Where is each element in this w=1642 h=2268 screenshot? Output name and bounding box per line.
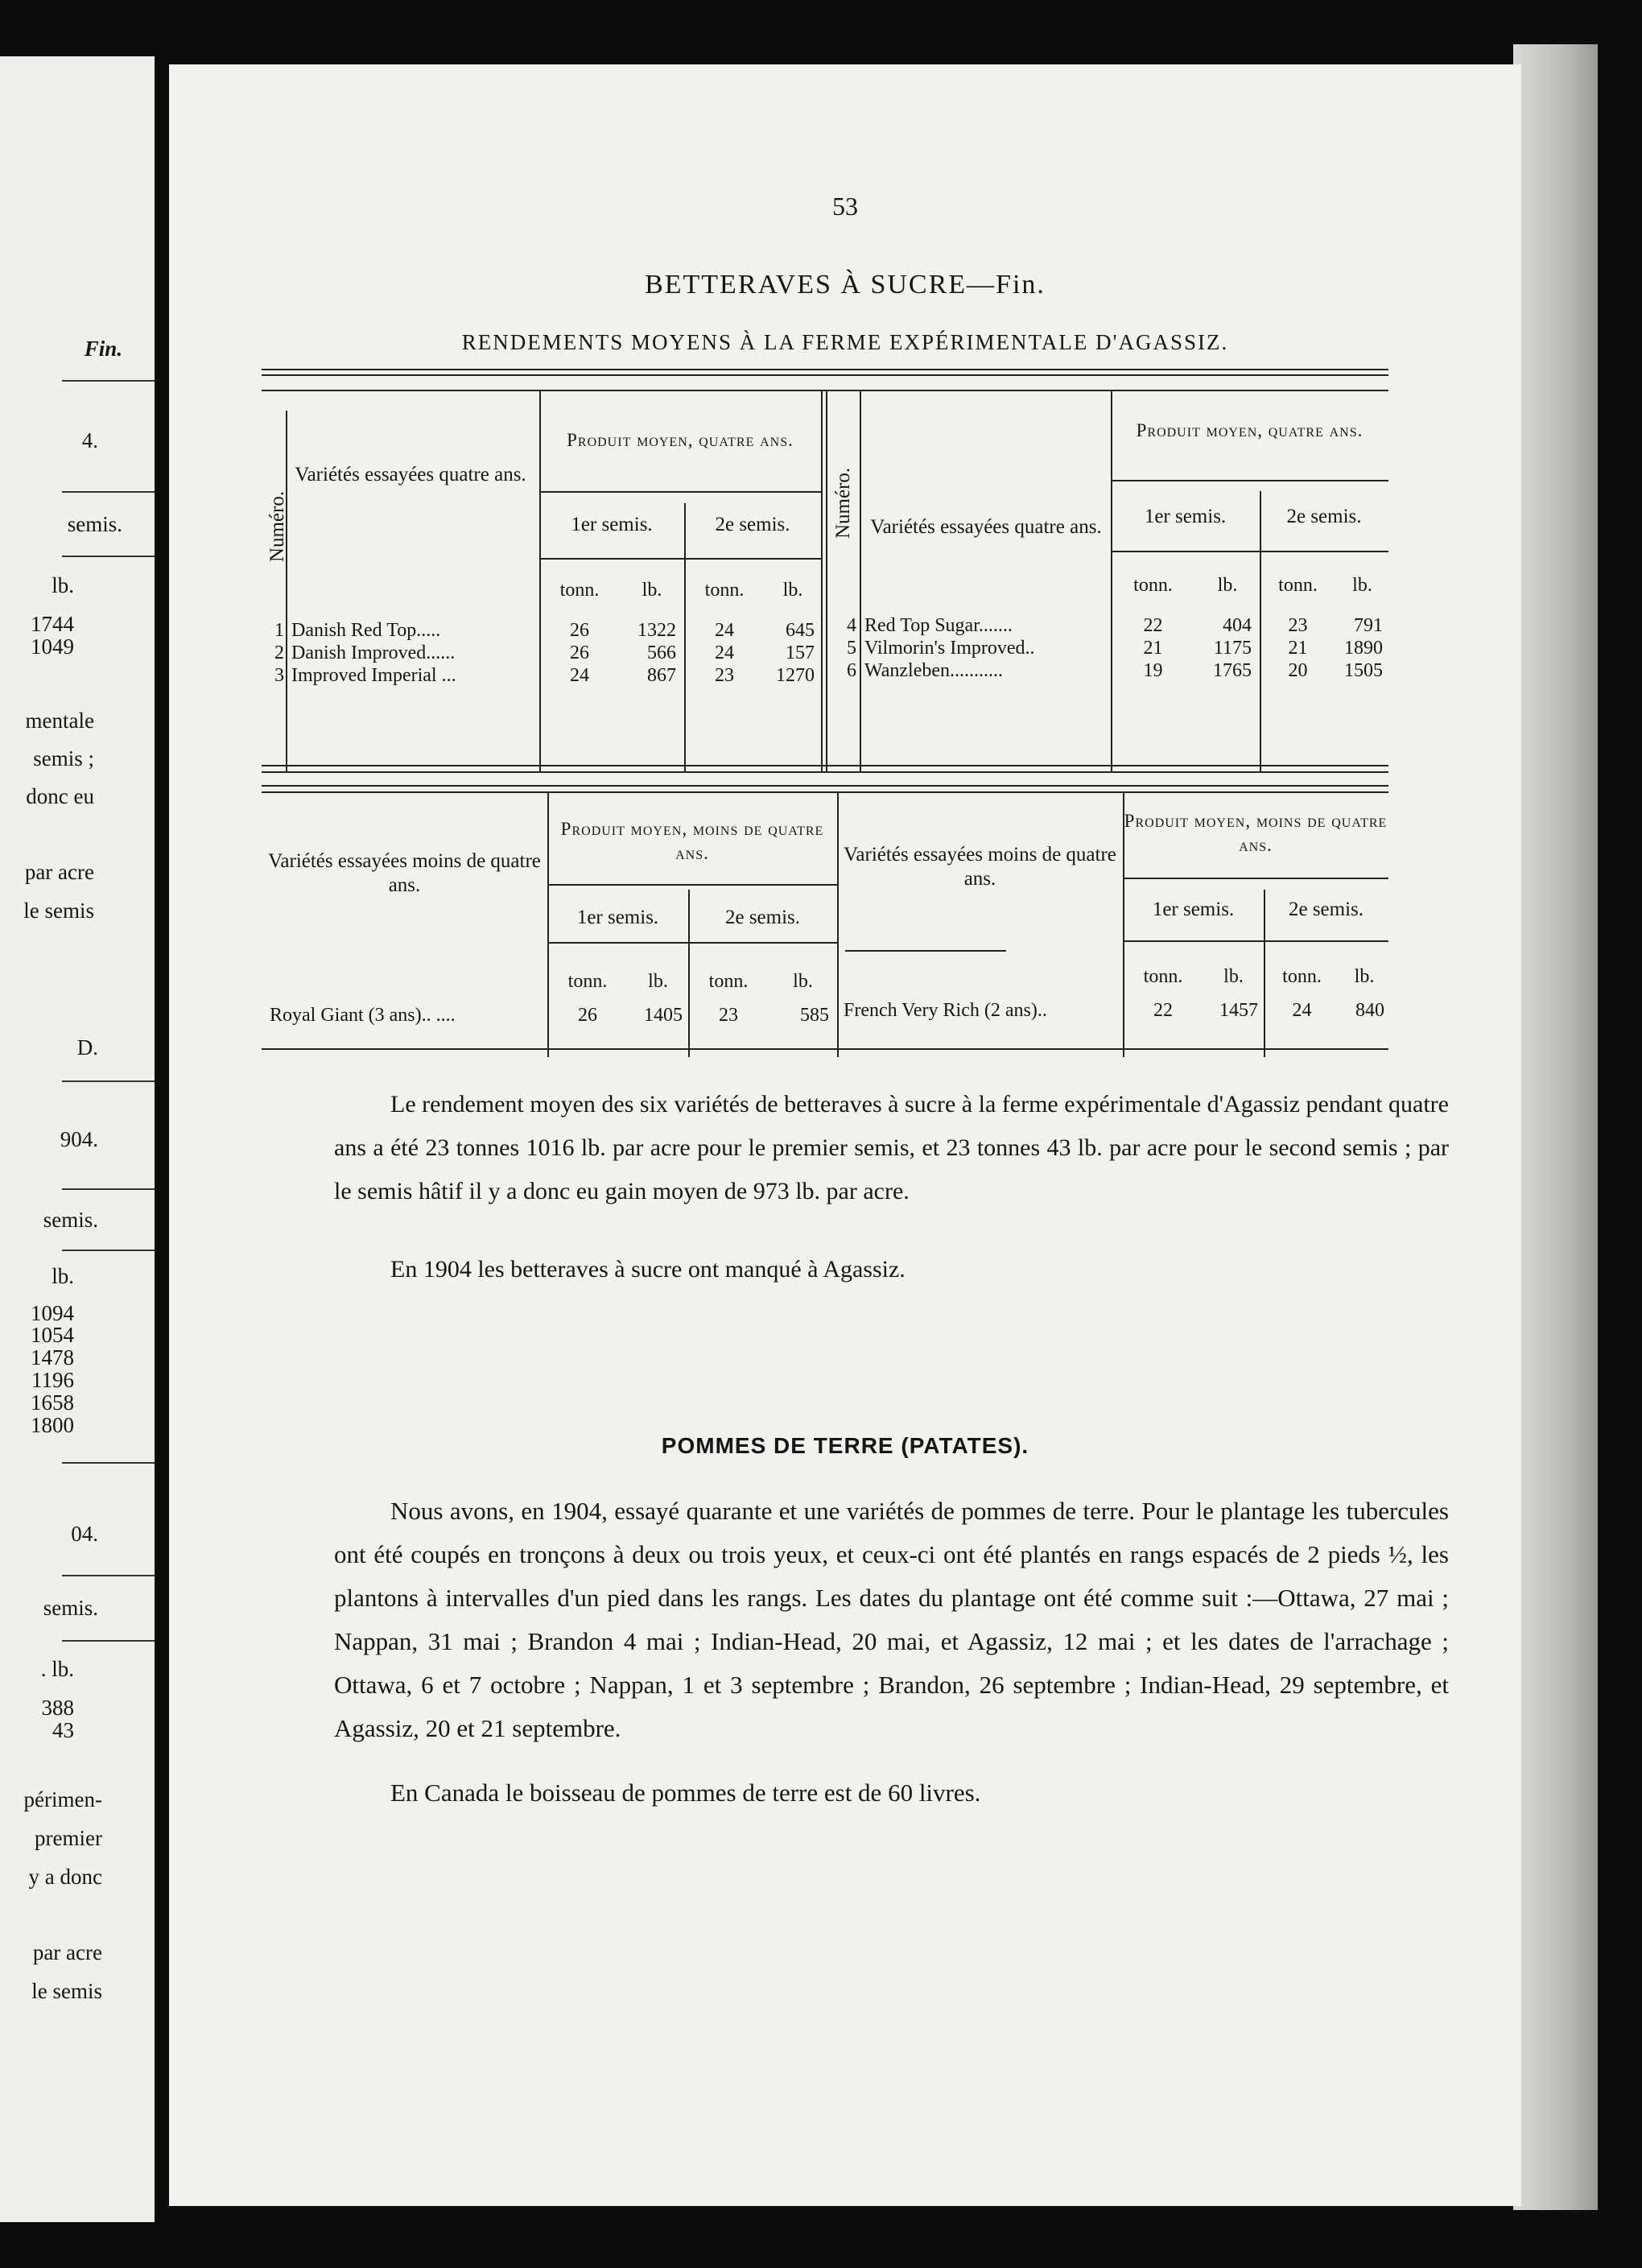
divider <box>62 1250 155 1251</box>
prev-line: mentale <box>25 708 94 733</box>
pounds-first: 566 <box>647 642 676 663</box>
prev-line: donc eu <box>26 784 94 808</box>
tonnes-second: 20 <box>1288 660 1308 681</box>
subheader-second-sowing: 2e semis. <box>724 907 801 928</box>
column-header-avg-yield: Produit moyen, quatre ans. <box>567 430 794 450</box>
column-header-varieties: Variétés essayées moins de quatre ans. <box>268 850 541 896</box>
pounds-first: 867 <box>647 665 676 686</box>
subheader-second-sowing: 2e semis. <box>715 514 790 535</box>
subheader-first-sowing: 1er semis. <box>576 907 659 928</box>
tonnes-second: 24 <box>715 642 734 663</box>
prev-line: 1744 <box>31 612 74 636</box>
paragraph-sugar-beet-yield: Le rendement moyen des six variétés de betteraves à sucre à la ferme expérimentale d'Agassiz pendant quatre ans a été 23 tonnes 1016 lb. par acre pour le premier semis, et 23 tonnes 43 lb. par acre pour le second semis ; par le semis hâtif il y a donc eu gain moyen de 973 lb. par acre. <box>334 1091 1449 1204</box>
prev-line: 1054 <box>31 1323 74 1347</box>
pounds-second: 585 <box>800 1005 829 1026</box>
unit-pounds: lb. <box>793 971 813 992</box>
prev-line: semis. <box>43 1208 98 1232</box>
unit-pounds: lb. <box>782 580 803 601</box>
pounds-first: 1765 <box>1213 660 1252 681</box>
page-edge-shadow <box>1513 44 1598 2210</box>
divider <box>62 1640 155 1642</box>
tonnes-first: 26 <box>570 620 589 641</box>
prev-line: . lb. <box>40 1657 74 1681</box>
unit-pounds: lb. <box>1354 966 1375 987</box>
prev-line: semis ; <box>33 746 94 770</box>
prev-line: 43 <box>52 1718 74 1742</box>
prev-line: 1478 <box>31 1345 74 1369</box>
subheader-first-sowing: 1er semis. <box>571 514 653 535</box>
variety-name: Improved Imperial ... <box>291 665 456 686</box>
column-header-varieties: Variétés essayées quatre ans. <box>295 464 526 485</box>
pounds-second: 1890 <box>1344 638 1383 659</box>
unit-pounds: lb. <box>1352 575 1372 596</box>
tonnes-first: 21 <box>1143 638 1163 659</box>
divider <box>62 1575 155 1576</box>
unit-tonnes: tonn. <box>1133 575 1173 596</box>
column-header-number: Numéro. <box>266 490 288 563</box>
pounds-first: 1175 <box>1213 638 1252 659</box>
row-number: 1 <box>274 620 284 641</box>
prev-line: semis. <box>43 1596 98 1620</box>
prev-line: le semis <box>31 1979 102 2003</box>
pounds-second: 645 <box>786 620 815 641</box>
prev-line: y a donc <box>28 1865 102 1889</box>
prev-line: par acre <box>32 1940 102 1964</box>
tonnes-first: 26 <box>578 1005 597 1026</box>
prev-line: lb. <box>52 573 74 597</box>
prev-line: Fin. <box>84 337 122 361</box>
column-header-number: Numéro. <box>832 467 854 539</box>
previous-page-edge <box>0 56 155 2222</box>
unit-pounds: lb. <box>648 971 668 992</box>
tonnes-first: 19 <box>1143 660 1163 681</box>
column-header-avg-yield: Produit moyen, moins de quatre ans. <box>1124 811 1388 855</box>
pounds-second: 1505 <box>1344 660 1383 681</box>
tonnes-second: 23 <box>1288 615 1308 636</box>
divider <box>62 380 155 382</box>
unit-tonnes: tonn. <box>559 580 600 601</box>
row-number: 4 <box>847 615 856 636</box>
prev-line: 1196 <box>31 1368 74 1392</box>
variety-name: Danish Red Top..... <box>291 620 441 641</box>
unit-tonnes: tonn. <box>1278 575 1318 596</box>
prev-line: semis. <box>67 512 122 536</box>
divider <box>62 556 155 557</box>
variety-name: Danish Improved...... <box>291 642 456 663</box>
prev-line: périmen- <box>23 1787 102 1812</box>
pounds-second: 791 <box>1354 615 1383 636</box>
prev-line: 388 <box>41 1696 74 1720</box>
prev-line: D. <box>76 1035 98 1060</box>
row-number: 6 <box>847 660 856 681</box>
variety-name: Wanzleben........... <box>864 660 1004 681</box>
unit-tonnes: tonn. <box>1282 966 1322 987</box>
prev-line: 4. <box>81 428 98 452</box>
tonnes-second: 24 <box>715 620 734 641</box>
unit-tonnes: tonn. <box>708 971 749 992</box>
variety-name: Royal Giant (3 ans).. .... <box>270 1005 456 1026</box>
prev-line: 1800 <box>31 1413 74 1437</box>
page-number: 53 <box>832 192 858 221</box>
tonnes-second: 21 <box>1288 638 1308 659</box>
unit-tonnes: tonn. <box>704 580 745 601</box>
column-header-varieties: Variétés essayées moins de quatre ans. <box>844 844 1116 890</box>
page-subtitle: RENDEMENTS MOYENS À LA FERME EXPÉRIMENTALE D'AGASSIZ. <box>461 330 1229 354</box>
pounds-first: 1457 <box>1219 1000 1258 1021</box>
prev-line: 1049 <box>31 634 74 659</box>
pounds-first: 404 <box>1223 615 1252 636</box>
divider <box>62 1188 155 1190</box>
prev-line: par acre <box>24 860 94 884</box>
pounds-second: 1270 <box>776 665 815 686</box>
pounds-first: 1322 <box>637 620 676 641</box>
subheader-second-sowing: 2e semis. <box>1286 506 1362 527</box>
column-header-avg-yield: Produit moyen, moins de quatre ans. <box>560 819 824 863</box>
pounds-second: 157 <box>786 642 815 663</box>
subheader-second-sowing: 2e semis. <box>1288 899 1364 920</box>
unit-tonnes: tonn. <box>1143 966 1183 987</box>
row-number: 5 <box>847 638 856 659</box>
subheader-first-sowing: 1er semis. <box>1144 506 1227 527</box>
page-title: BETTERAVES À SUCRE—Fin. <box>645 270 1046 300</box>
row-number: 2 <box>274 642 284 663</box>
variety-name: Vilmorin's Improved.. <box>864 638 1035 659</box>
divider <box>62 1462 155 1464</box>
document-page <box>169 64 1521 2206</box>
unit-pounds: lb. <box>1223 966 1244 987</box>
prev-line: 1094 <box>31 1301 74 1325</box>
unit-tonnes: tonn. <box>567 971 608 992</box>
tonnes-second: 23 <box>715 665 734 686</box>
variety-name: Red Top Sugar....... <box>864 615 1013 636</box>
paragraph-bushel-weight: En Canada le boisseau de pommes de terre est de 60 livres. <box>390 1778 981 1807</box>
unit-pounds: lb. <box>642 580 662 601</box>
column-header-varieties: Variétés essayées quatre ans. <box>870 516 1102 538</box>
tonnes-second: 24 <box>1292 1000 1312 1021</box>
divider <box>62 491 155 493</box>
prev-line: 04. <box>71 1522 98 1546</box>
tonnes-second: 23 <box>719 1005 738 1026</box>
variety-name: French Very Rich (2 ans).. <box>844 1000 1047 1021</box>
unit-pounds: lb. <box>1217 575 1238 596</box>
prev-line: 904. <box>60 1127 98 1151</box>
divider <box>62 1080 155 1082</box>
subheader-first-sowing: 1er semis. <box>1152 899 1235 920</box>
prev-line: le semis <box>23 899 94 923</box>
column-header-avg-yield: Produit moyen, quatre ans. <box>1136 420 1364 440</box>
prev-line: lb. <box>52 1264 74 1288</box>
paragraph-sugar-beet-1904: En 1904 les betteraves à sucre ont manqué à Agassiz. <box>390 1256 906 1283</box>
tonnes-first: 22 <box>1153 1000 1173 1021</box>
tonnes-first: 26 <box>570 642 589 663</box>
prev-line: 1658 <box>31 1390 74 1415</box>
tonnes-first: 22 <box>1143 615 1163 636</box>
pounds-second: 840 <box>1355 1000 1384 1021</box>
section-heading-potatoes: POMMES DE TERRE (PATATES). <box>661 1433 1029 1458</box>
paragraph-potato-trials: Nous avons, en 1904, essayé quarante et une variétés de pommes de terre. Pour le plantage les tubercules ont été coupés en tronçons à deux ou trois yeux, et ceux-ci ont été plantés en rangs espacés de 2 pieds ½, les plantons à intervalles d'un pied dans les rangs. Les dates du plantage ont été comme suit :—Ottawa, 27 mai ; Nappan, 31 mai ; Brandon 4 mai ; Indian-Head, 20 mai, et Agassiz, 12 mai ; et les dates de l'arrachage ; Ottawa, 6 et 7 octobre ; Nappan, 1 et 3 septembre ; Brandon, 26 septembre ; Indian-Head, 29 septembre, et Agassiz, 20 et 21 septembre. <box>334 1497 1449 1742</box>
prev-line: premier <box>35 1826 102 1850</box>
pounds-first: 1405 <box>644 1005 683 1026</box>
tonnes-first: 24 <box>570 665 589 686</box>
row-number: 3 <box>274 665 284 686</box>
